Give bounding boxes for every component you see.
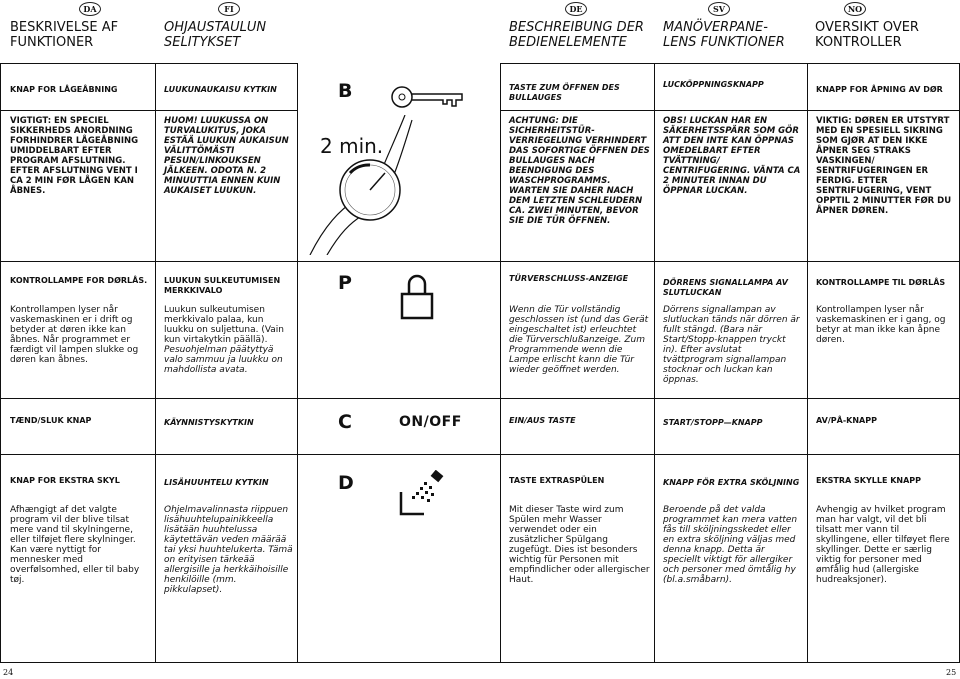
row2-title-fi: LUUKUN SULKEUTUMISEN MERKKIVALO [164, 276, 281, 295]
row4-title-no: EKSTRA SKYLLE KNAPP [816, 476, 922, 485]
rule [0, 398, 960, 399]
header-no: OVERSIKT OVER KONTROLLER [815, 20, 919, 50]
rule [500, 63, 501, 662]
rule [654, 63, 655, 662]
row4-text-de: Mit dieser Taste wird zum Spülen mehr Wasser verwendet oder ein zusätzlicher Spülgang zugefügt. Dies ist besonders wichtig für Personen mit empfindlicher oder allergischer Haut. [509, 505, 650, 585]
rule [500, 63, 960, 64]
row2-text-fi: Luukun sulkeutumisen merkkivalo palaa, kun luukku on suljettuna. (Vain kun virtakytkin päällä). [164, 305, 285, 345]
lang-badge-no: NO [844, 2, 866, 16]
padlock-icon [400, 272, 434, 320]
row4-title-de: TASTE EXTRASPÜLEN [509, 476, 605, 485]
row1-text-fi: HUOM! LUUKUSSA ON TURVALUKITUS, JOKA ESTÄÄ LUUKUN AUKAISUN VÄLITTÖMÄSTI PESUN/LINKOUKSEN JÄLKEEN. ODOTA N. 2 MINUUTTIA ENNEN KUIN AUKAISET LUUKUN. [164, 116, 289, 196]
extra-rinse-shower-icon [398, 470, 446, 516]
rule [0, 110, 155, 111]
rule [0, 63, 297, 64]
row3-title-fi: KÄYNNISTYSKYTKIN [164, 418, 254, 427]
lang-badge-de: DE [565, 2, 587, 16]
header-sv: MANÖVERPANE-LENS FUNKTIONER [663, 20, 785, 50]
rule [0, 454, 960, 455]
header-fi: OHJAUSTAULUN SELITYKSET [164, 20, 267, 50]
row3-title-da: TÆND/SLUK KNAP [10, 416, 92, 425]
letter-c: C [338, 411, 352, 433]
letter-b: B [338, 80, 353, 102]
row2-text-fi-note: Pesuohjelman päätyttyä valo sammuu ja luukku on mahdollista avata. [164, 345, 283, 375]
rule [0, 662, 960, 663]
row4-title-fi: LISÄHUUHTELU KYTKIN [164, 478, 269, 487]
row2-text-sv: Dörrens signallampan av slutluckan tänds när dörren är fullt stängd. (Bara när Start/Stopp-knappen tryckt in). Efter avslutat tvättprogram signallampan stocknar och luckan kan öppnas. [663, 305, 800, 385]
row2-text-de: Wenn die Tür vollständig geschlossen ist (und das Gerät eingeschaltet ist) erleuchtet die Türverschlußanzeige. Zum Programmende wenn die Lampe erlischt kann die Tür wieder geöffnet werden. [509, 305, 649, 375]
row3-title-no: AV/PÅ-KNAPP [816, 416, 877, 425]
key-icon [390, 84, 466, 110]
row1-text-de: ACHTUNG: DIE SICHERHEITSTÜR-VERRIEGELUNG VERHINDERT DAS SOFORTIGE ÖFFNEN DES BULLAUGES NACH BEENDIGUNG DES WASCHPROGRAMMS. WARTEN SIE DAHER NACH DEM LETZTEN SCHLEUDERN CA. ZWEI MINUTEN, BEVOR SIE DIE TÜR ÖFFNEN. [509, 116, 650, 226]
row2-title-da: KONTROLLAMPE FOR DØRLÅS. [10, 276, 148, 285]
header-da: BESKRIVELSE AF FUNKTIONER [10, 20, 119, 50]
header-de: BESCHREIBUNG DER BEDIENELEMENTE [509, 20, 644, 50]
rule [500, 110, 960, 111]
row1-title-fi: LUUKUNAUKAISU KYTKIN [164, 85, 277, 94]
row2-text-da: Kontrollampen lyser når vaskemaskinen er i drift og betyder at døren ikke kan åbnes. Når programmet er færdigt vil lampen slukke og døren kan åbnes. [10, 305, 139, 365]
lang-badge-sv: SV [708, 2, 730, 16]
row4-text-sv: Beroende på det valda programmet kan mera vatten fås till sköljningsskedet eller en extra sköljning väljas med denna knapp. Detta är speciellt viktigt för allergiker och personer med ömtålig hy (bl.a.småbarn). [663, 505, 798, 585]
row4-text-da: Afhængigt af det valgte program vil der blive tilsat mere vand til skylningerne, eller tilføjet flere skylninger. Kan være nyttigt for mennesker med overfølsomhed, eller til baby tøj. [10, 505, 140, 585]
row1-title-da: KNAP FOR LÅGEÅBNING [10, 85, 118, 94]
two-minutes-label: 2 min. [320, 134, 384, 158]
row1-text-no: VIKTIG: DØREN ER UTSTYRT MED EN SPESIELL SIKRING SOM GJØR AT DEN IKKE ÅPNER SEG STRAKS VASKINGEN/ SENTRIFUGERINGEN ER FERDIG. ETTER SENTRIFUGERING, VENT OPPTIL 2 MINUTTER FØR DU ÅPNER DØREN. [816, 116, 952, 216]
row3-title-de: EIN/AUS TASTE [509, 416, 576, 425]
rule [807, 63, 808, 662]
row1-title-sv: LUCKÖPPNINGSKNAPP [663, 80, 764, 89]
lang-badge-da: DA [79, 2, 101, 16]
row1-text-sv: OBS! LUCKAN HAR EN SÄKERHETSSPÄRR SOM GÖR ATT DEN INTE KAN ÖPPNAS OMEDELBART EFTER TVÄTTNING/ CENTRIFUGERING. VÄNTA CA 2 MINUTER INNAN DU ÖPPNAR LUCKAN. [663, 116, 801, 196]
row4-title-sv: KNAPP FÖR EXTRA SKÖLJNING [663, 478, 800, 487]
letter-p: P [338, 272, 352, 294]
row1-text-da: VIGTIGT: EN SPECIEL SIKKERHEDS ANORDNING FORHINDRER LÅGEÅBNING UMIDDELBART EFTER PROGRAM AFSLUTNING. EFTER AFSLUTNING VENT I CA 2 MIN FØR LÅGEN KAN ÅBNES. [10, 116, 139, 196]
clock-icon [305, 115, 413, 255]
row2-title-sv: DÖRRENS SIGNALLAMPA AV SLUTLUCKAN [663, 278, 788, 297]
row2-title-no: KONTROLLAMPE TIL DØRLÅS [816, 278, 946, 287]
page-number-right: 25 [946, 668, 957, 677]
row4-text-fi: Ohjelmavalinnasta riippuen lisähuuhtelupainikkeella lisätään huuhtelussa käytettävän veden määrää tai yksi huuhtelukerta. Tämä on erityisen tärkeää allergisille ja herkkäihoisille henkilöille (mm. pikkulapset). [164, 505, 293, 595]
row4-title-da: KNAP FOR EKSTRA SKYL [10, 476, 120, 485]
rule [155, 63, 156, 662]
rule [0, 63, 1, 662]
row4-text-no: Avhengig av hvilket program man har valgt, vil det bli tilsatt mer vann til skyllingene, eller tilføyet flere skyllinger. Dette er særlig viktig for personer med ømfålig hud (allergiske hudreaksjoner). [816, 505, 950, 585]
row2-title-de: TÜRVERSCHLUSS-ANZEIGE [509, 274, 629, 283]
letter-d: D [338, 472, 354, 494]
rule [0, 261, 960, 262]
rule [155, 110, 297, 111]
page-number-left: 24 [3, 668, 14, 677]
row2-text-no: Kontrollampen lyser når vaskemaskinen er i gang, og betyr at man ikke kan åpne døren. [816, 305, 946, 345]
rule [297, 63, 298, 662]
row1-title-no: KNAPP FOR ÅPNING AV DØR [816, 85, 943, 94]
row1-title-de: TASTE ZUM ÖFFNEN DES BULLAUGES [509, 83, 620, 102]
row3-title-sv: START/STOPP—KNAPP [663, 418, 763, 427]
on-off-label: ON/OFF [399, 414, 462, 430]
lang-badge-fi: FI [218, 2, 240, 16]
